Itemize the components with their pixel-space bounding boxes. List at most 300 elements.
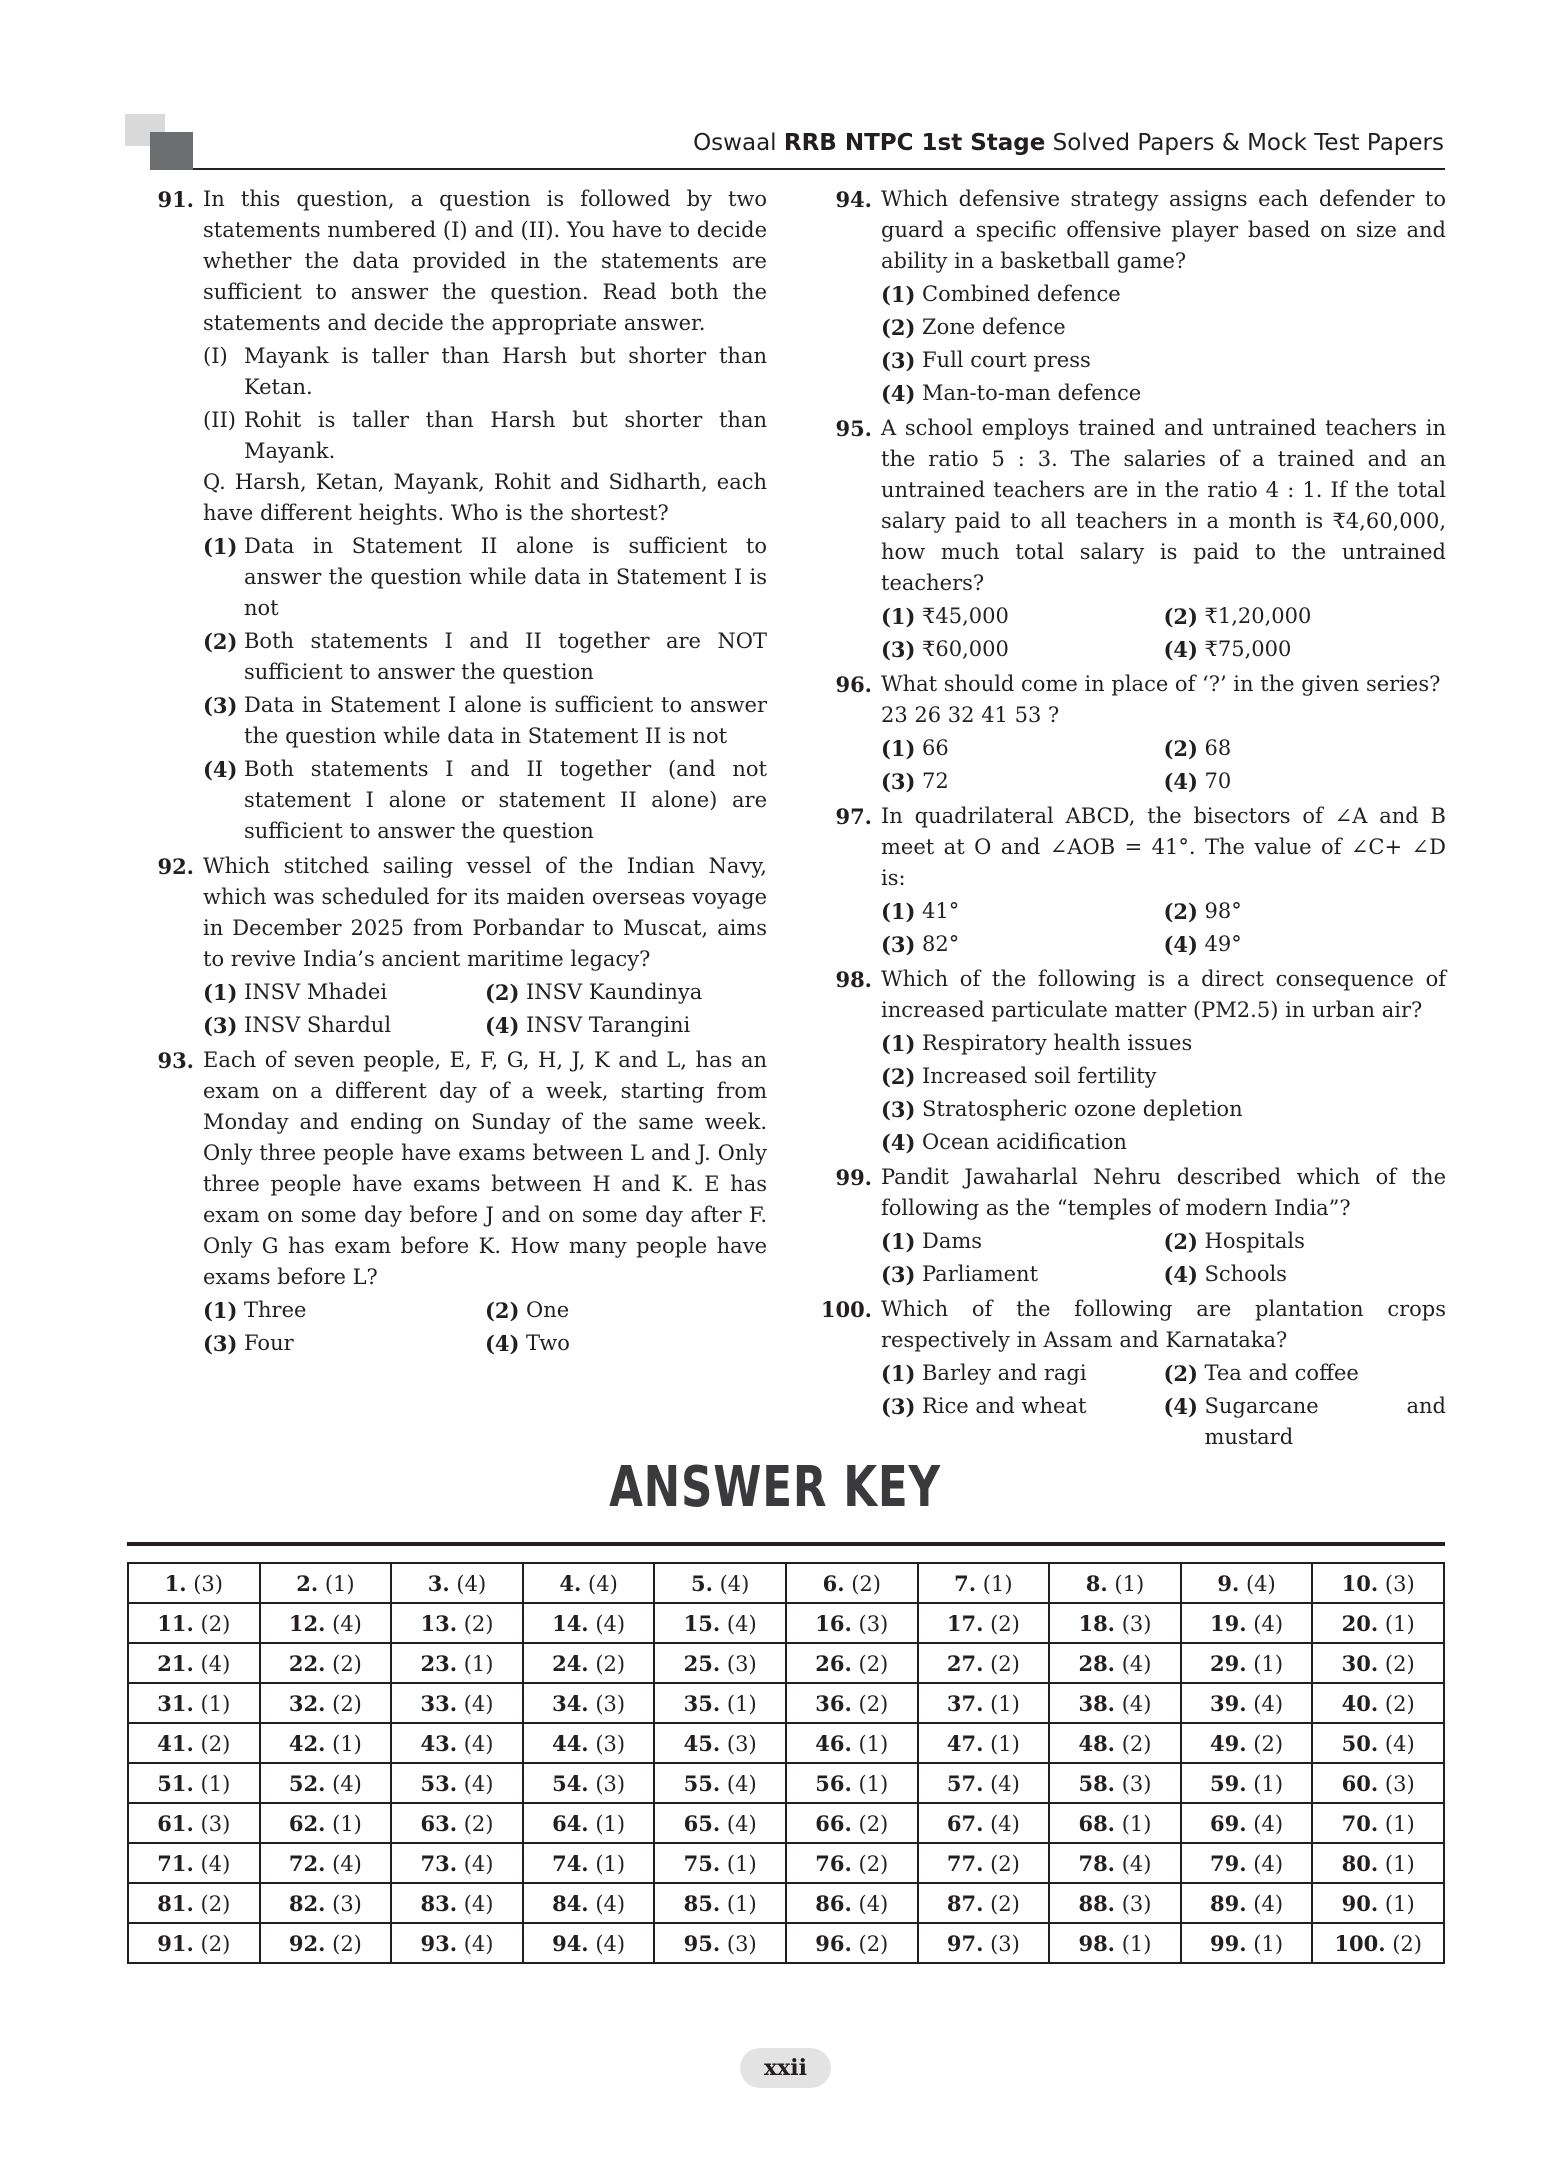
answer-question-number: 2. [296,1570,319,1596]
option-number: (3) [881,1097,916,1122]
option-4 [1164,634,1447,665]
answer-question-number: 48. [1078,1730,1115,1756]
option-text: Man-to-man defence [922,381,1142,405]
answer-question-number: 46. [815,1730,852,1756]
answer-cell [786,1723,918,1763]
answer-question-number: 72. [288,1850,326,1876]
option-number: (1) [203,980,238,1005]
statement-number: (I) [203,344,228,368]
answer-question-number: 63. [420,1810,458,1836]
answer-cell [1181,1643,1313,1683]
option-text: 82° [922,932,960,956]
option-2 [1164,896,1447,927]
answer-value: (2) [858,1691,889,1716]
option-number: (3) [203,693,238,718]
answer-question-number: 67. [946,1810,984,1836]
answer-cell [654,1883,786,1923]
answer-value: (1) [726,1691,757,1716]
answer-question-number: 44. [552,1730,589,1756]
answer-cell [391,1883,523,1923]
answer-question-number: 13. [420,1610,458,1636]
answer-key-row [128,1763,1444,1803]
answer-value: (2) [858,1651,889,1676]
answer-value: (3) [595,1691,626,1716]
option-3 [881,766,1164,797]
answer-question-number: 62. [288,1810,326,1836]
question-body [881,669,1446,799]
answer-question-number: 95. [683,1930,721,1956]
answer-value: (2) [200,1731,231,1756]
answer-question-number: 43. [420,1730,458,1756]
answer-value: (4) [1121,1651,1152,1676]
statement-text: Rohit is taller than Harsh but shorter than Mayank. [244,408,767,463]
answer-cell [1312,1643,1444,1683]
answer-value: (4) [332,1611,362,1636]
answer-question-number: 74. [552,1850,589,1876]
answer-question-number: 73. [420,1850,458,1876]
header-decor-square-dark [150,132,193,170]
option-number: (1) [881,604,916,629]
answer-value: (3) [726,1931,757,1956]
question-number: 93. [157,1048,194,1073]
answer-question-number: 70. [1341,1810,1379,1836]
question-93 [140,1045,767,1361]
option-1 [203,1295,485,1326]
header-rest: Solved Papers & Mock Test Papers [1052,130,1444,156]
answer-value: (4) [1253,1811,1284,1836]
option-number: (2) [1163,604,1198,629]
answer-value: (4) [1253,1851,1284,1876]
question-96 [818,669,1446,799]
answer-cell [786,1843,918,1883]
option-2 [1164,733,1447,764]
answer-cell [1312,1603,1444,1643]
option-3 [881,634,1164,665]
options-list [881,733,1446,799]
option-1 [203,531,767,624]
option-number: (1) [881,1229,916,1254]
answer-question-number: 99. [1210,1930,1247,1956]
answer-cell [654,1723,786,1763]
answer-cell [918,1843,1050,1883]
option-4 [881,378,1446,409]
answer-value: (3) [1121,1771,1152,1796]
question-text: Which of the following are plantation crops respectively in Assam and Karnataka? [881,1297,1446,1352]
option-2 [1164,1358,1447,1389]
answer-question-number: 52. [288,1770,326,1796]
answer-value: (4) [1121,1691,1152,1716]
option-text: INSV Mhadei [244,980,388,1004]
answer-cell [523,1603,655,1643]
options-list [881,1028,1446,1158]
answer-value: (1) [1384,1851,1415,1876]
answer-value: (1) [324,1571,355,1596]
question-body [881,413,1446,667]
answer-value: (4) [1384,1731,1415,1756]
answer-question-number: 49. [1210,1730,1247,1756]
answer-question-number: 57. [946,1770,984,1796]
answer-value: (4) [726,1611,757,1636]
answer-value: (4) [595,1891,626,1916]
answer-question-number: 30. [1341,1650,1379,1676]
answer-cell [260,1563,392,1603]
question-number: 99. [835,1165,872,1190]
option-text: Rice and wheat [922,1394,1087,1418]
answer-question-number: 11. [157,1610,194,1636]
answer-question-number: 27. [946,1650,984,1676]
answer-question-number: 41. [157,1730,194,1756]
answer-cell [523,1643,655,1683]
answer-question-number: 64. [552,1810,589,1836]
answer-question-number: 15. [683,1610,721,1636]
answer-key-table [127,1562,1445,1964]
option-number: (3) [881,1394,916,1419]
answer-question-number: 25. [683,1650,721,1676]
answer-cell [260,1763,392,1803]
answer-cell [1181,1923,1313,1963]
header-series: RRB NTPC 1st Stage [783,130,1046,156]
answer-question-number: 69. [1210,1810,1247,1836]
option-number: (1) [881,1031,916,1056]
answer-question-number: 97. [946,1930,984,1956]
answer-question-number: 56. [815,1770,852,1796]
answer-cell [654,1803,786,1843]
answer-cell [128,1923,260,1963]
answer-cell [654,1563,786,1603]
answer-value: (4) [463,1691,494,1716]
option-number: (4) [485,1013,520,1038]
question-text: A school employs trained and untrained teachers in the ratio 5 : 3. The salaries of a trained and an untrained teachers are in the ratio 4 : 1. If the total salary paid to all teachers in a month is ₹4,60,000, how much total salary is paid to the untrained teachers? [881,416,1446,595]
statement-1 [203,341,767,403]
answer-question-number: 26. [815,1650,852,1676]
options-list [881,279,1446,409]
answer-cell [391,1603,523,1643]
option-2 [881,1061,1446,1092]
answer-question-number: 35. [683,1690,721,1716]
running-header [693,130,1444,156]
option-text: Two [526,1331,570,1355]
option-2 [1164,601,1447,632]
answer-value: (1) [200,1771,231,1796]
options-list [203,531,767,847]
answer-key-row [128,1683,1444,1723]
option-number: (2) [1163,736,1198,761]
answer-cell [523,1923,655,1963]
option-number: (3) [881,1262,916,1287]
answer-question-number: 90. [1341,1890,1379,1916]
question-number: 94. [835,187,872,212]
answer-cell [654,1643,786,1683]
option-3 [203,1328,485,1359]
question-number: 100. [820,1297,872,1322]
option-number: (4) [1163,769,1198,794]
answer-value: (3) [193,1571,223,1596]
answer-cell [260,1803,392,1843]
answer-question-number: 36. [815,1690,852,1716]
answer-cell [918,1803,1050,1843]
option-1 [881,1226,1164,1257]
answer-cell [786,1683,918,1723]
answer-value: (1) [1114,1571,1145,1596]
question-number: 91. [157,187,194,212]
answer-question-number: 33. [420,1690,458,1716]
answer-key-row [128,1883,1444,1923]
question-text: In this question, a question is followed by two statements numbered (I) and (II). You have to decide whether the data provided in the statements are sufficient to answer the question. Read both the statements and decide the appropriate answer. [203,187,767,335]
answer-question-number: 6. [822,1570,845,1596]
answer-cell [1181,1883,1313,1923]
option-4 [485,1010,767,1041]
answer-cell [1049,1763,1181,1803]
question-text: Which defensive strategy assigns each defender to guard a specific offensive player based on size and ability in a basketball game? [881,187,1446,273]
answer-cell [523,1803,655,1843]
answer-value: (4) [726,1811,757,1836]
option-number: (3) [203,1331,238,1356]
question-100 [818,1294,1446,1455]
answer-cell [260,1643,392,1683]
option-number: (3) [881,637,916,662]
answer-question-number: 54. [552,1770,589,1796]
options-list [881,601,1446,667]
answer-key-title: ANSWER KEY [609,1455,941,1520]
answer-value: (4) [1121,1851,1152,1876]
option-3 [203,690,767,752]
option-2 [203,626,767,688]
option-number: (4) [485,1331,520,1356]
answer-cell [1312,1723,1444,1763]
answer-cell [391,1723,523,1763]
number-series: 23 26 32 41 53 ? [881,703,1060,727]
option-3 [881,1259,1164,1290]
question-99 [818,1162,1446,1292]
option-text: Tea and coffee [1204,1361,1359,1385]
answer-question-number: 55. [683,1770,721,1796]
option-2 [485,977,767,1008]
option-3 [881,1094,1446,1125]
answer-question-number: 8. [1085,1570,1108,1596]
answer-cell [918,1563,1050,1603]
option-number: (3) [881,932,916,957]
answer-key-row [128,1803,1444,1843]
answer-question-number: 65. [683,1810,721,1836]
answer-cell [786,1763,918,1803]
option-text: Combined defence [922,282,1121,306]
answer-question-number: 7. [954,1570,977,1596]
option-1 [203,977,485,1008]
option-4 [485,1328,767,1359]
question-body [881,1162,1446,1292]
answer-cell [1049,1883,1181,1923]
answer-question-number: 29. [1210,1650,1247,1676]
answer-question-number: 94. [552,1930,589,1956]
answer-cell [918,1723,1050,1763]
answer-cell [128,1643,260,1683]
answer-key-row [128,1723,1444,1763]
option-number: (4) [881,381,916,406]
answer-value: (4) [719,1571,750,1596]
option-text: ₹75,000 [1204,637,1292,661]
answer-question-number: 84. [552,1890,589,1916]
option-text: Dams [922,1229,983,1253]
option-text: ₹60,000 [922,637,1009,661]
answer-value: (2) [990,1891,1020,1916]
option-3 [881,345,1446,376]
answer-question-number: 47. [946,1730,984,1756]
left-column [140,184,767,1363]
answer-value: (2) [990,1651,1020,1676]
question-body [881,801,1446,962]
answer-cell [918,1643,1050,1683]
answer-value: (1) [990,1691,1020,1716]
answer-cell [523,1683,655,1723]
answer-cell [260,1723,392,1763]
answer-question-number: 66. [815,1810,852,1836]
answer-question-number: 28. [1078,1650,1115,1676]
answer-cell [1312,1843,1444,1883]
answer-cell [1049,1803,1181,1843]
question-body [203,184,767,849]
answer-question-number: 21. [157,1650,194,1676]
answer-value: (1) [990,1731,1020,1756]
answer-cell [128,1603,260,1643]
option-3 [203,1010,485,1041]
answer-value: (2) [463,1611,494,1636]
answer-value: (1) [463,1651,494,1676]
answer-question-number: 3. [427,1570,450,1596]
option-number: (2) [485,1298,520,1323]
answer-cell [1181,1723,1313,1763]
answer-key-row [128,1843,1444,1883]
answer-value: (2) [858,1811,889,1836]
question-body [881,1294,1446,1455]
option-4 [1164,766,1447,797]
right-column [818,184,1446,1457]
answer-question-number: 59. [1210,1770,1247,1796]
answer-cell [523,1843,655,1883]
answer-value: (1) [726,1851,757,1876]
answer-cell [391,1563,523,1603]
answer-cell [391,1923,523,1963]
answer-question-number: 22. [288,1650,326,1676]
answer-cell [391,1843,523,1883]
answer-value: (4) [463,1851,494,1876]
option-1 [881,601,1164,632]
option-number: (1) [881,1361,916,1386]
option-number: (4) [881,1130,916,1155]
option-text: Parliament [922,1262,1039,1286]
option-number: (2) [881,1064,916,1089]
question-body [203,1045,767,1361]
answer-question-number: 60. [1341,1770,1379,1796]
option-text: Three [244,1298,307,1322]
answer-question-number: 37. [946,1690,984,1716]
answer-question-number: 32. [288,1690,326,1716]
option-text: Stratospheric ozone depletion [922,1097,1243,1121]
option-number: (1) [203,534,238,559]
option-text: 72 [922,769,949,793]
answer-key-row [128,1643,1444,1683]
answer-cell [654,1923,786,1963]
option-text: Full court press [922,348,1091,372]
answer-key-row [128,1563,1444,1603]
answer-value: (1) [1384,1811,1415,1836]
answer-value: (1) [332,1811,362,1836]
option-2 [485,1295,767,1326]
answer-cell [523,1883,655,1923]
answer-value: (4) [463,1891,494,1916]
option-text: 41° [922,899,960,923]
answer-cell [523,1563,655,1603]
answer-question-number: 93. [420,1930,458,1956]
answer-cell [918,1683,1050,1723]
answer-value: (2) [1253,1731,1284,1756]
answer-question-number: 12. [288,1610,326,1636]
answer-value: (3) [726,1651,757,1676]
answer-question-number: 78. [1078,1850,1115,1876]
option-1 [881,279,1446,310]
answer-cell [391,1803,523,1843]
option-text: Sugarcane and mustard [1204,1394,1446,1449]
answer-value: (4) [588,1571,618,1596]
answer-cell [1181,1603,1313,1643]
option-text: ₹45,000 [922,604,1009,628]
answer-cell [1049,1643,1181,1683]
option-number: (3) [881,348,916,373]
option-text: INSV Shardul [244,1013,392,1037]
option-text: Schools [1204,1262,1287,1286]
answer-value: (4) [990,1771,1020,1796]
answer-cell [1181,1563,1313,1603]
answer-value: (1) [726,1891,757,1916]
statement-2 [203,405,767,467]
options-list [203,1295,767,1361]
answer-cell [523,1723,655,1763]
option-text: Hospitals [1204,1229,1305,1253]
answer-value: (2) [990,1611,1020,1636]
answer-value: (3) [858,1611,889,1636]
answer-question-number: 71. [157,1850,194,1876]
question-95 [818,413,1446,667]
option-text: Four [244,1331,294,1355]
answer-cell [523,1763,655,1803]
option-number: (4) [203,757,238,782]
answer-cell [260,1843,392,1883]
answer-value: (2) [200,1891,231,1916]
answer-cell [1049,1563,1181,1603]
answer-cell [918,1923,1050,1963]
answer-cell [128,1683,260,1723]
answer-value: (4) [332,1851,362,1876]
option-number: (4) [1163,637,1198,662]
answer-value: (4) [463,1731,494,1756]
option-number: (1) [881,736,916,761]
statement-number: (II) [203,408,236,432]
answer-cell [1049,1683,1181,1723]
question-text: Which of the following is a direct consequence of increased particulate matter (PM2.5) in urban air? [881,967,1446,1022]
question-body [203,851,767,1043]
question-94 [818,184,1446,411]
answer-value: (1) [982,1571,1013,1596]
option-number: (4) [1163,1394,1198,1419]
answer-question-number: 34. [552,1690,589,1716]
answer-question-number: 16. [815,1610,852,1636]
answer-question-number: 51. [157,1770,194,1796]
answer-cell [391,1763,523,1803]
answer-cell [260,1923,392,1963]
answer-cell [1312,1883,1444,1923]
answer-question-number: 5. [690,1570,713,1596]
option-1 [881,733,1164,764]
answer-key-rule [127,1542,1445,1546]
